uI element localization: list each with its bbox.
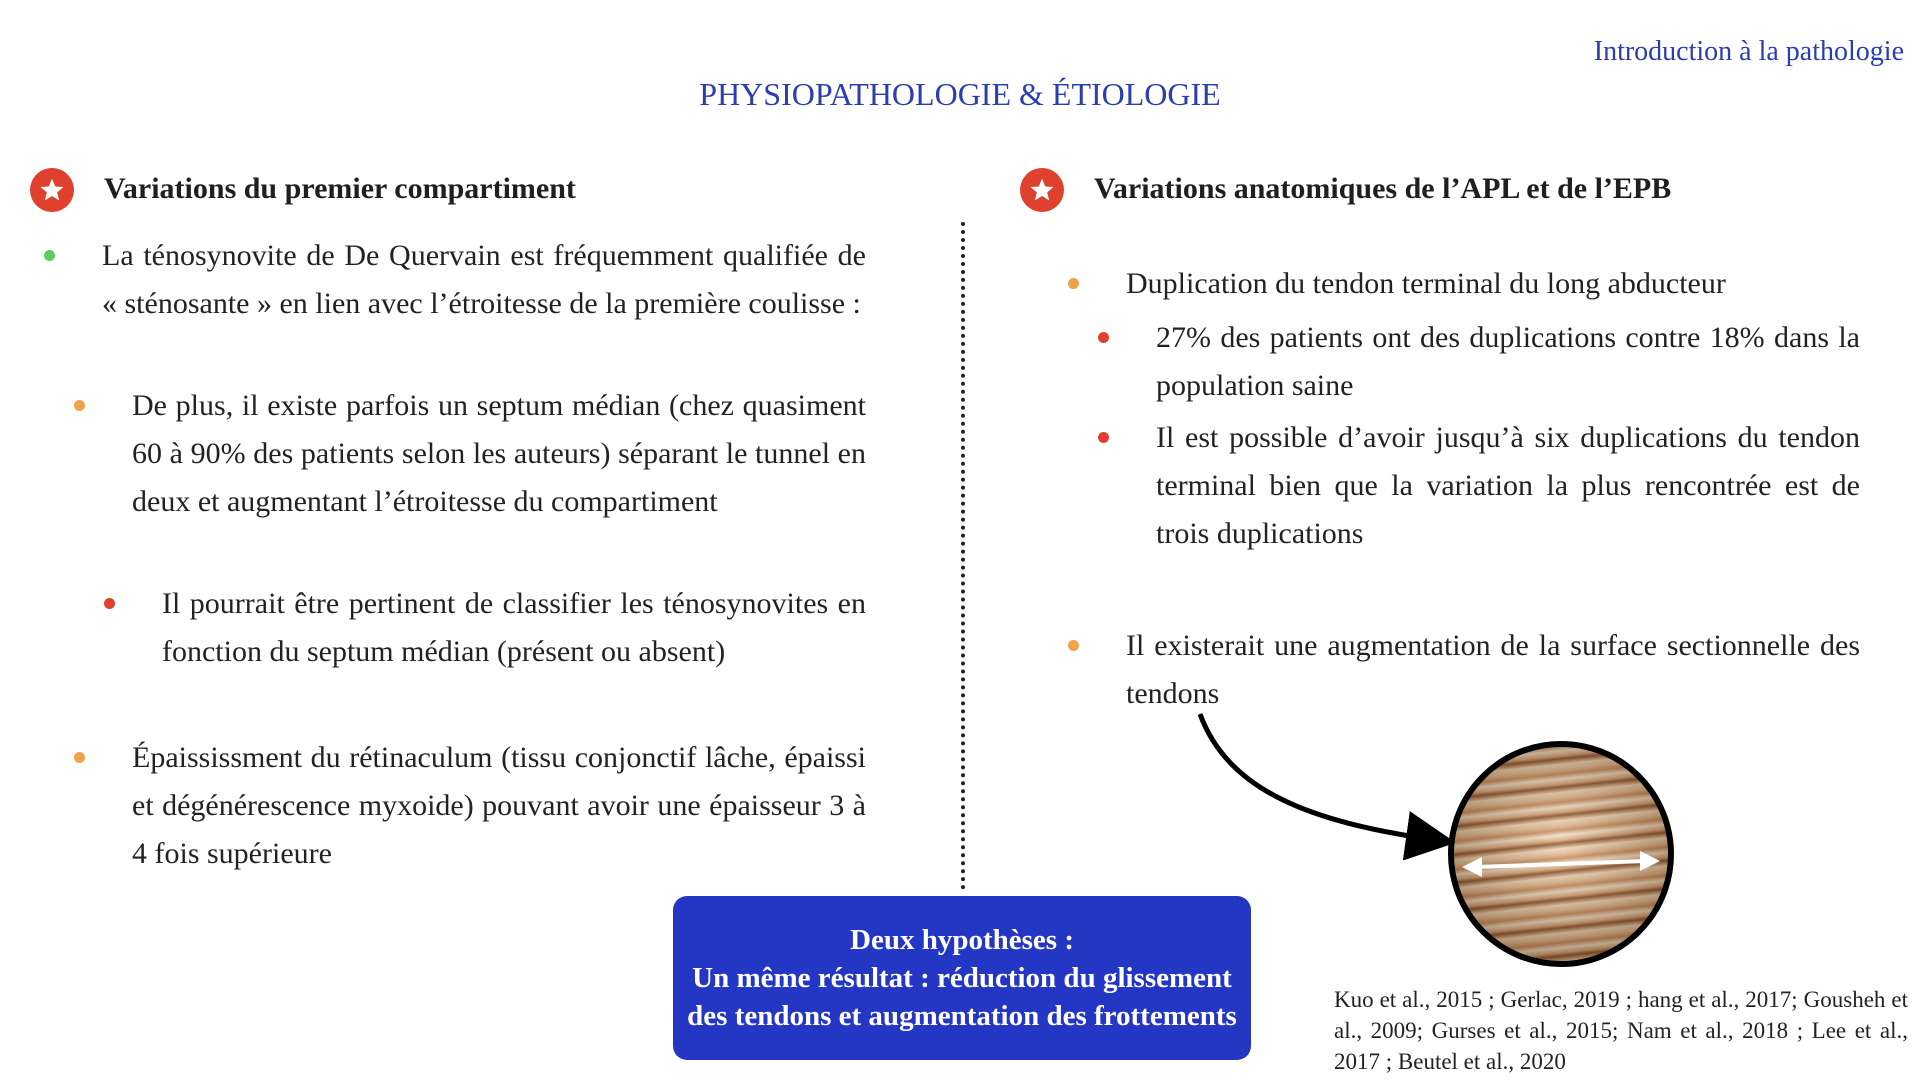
bullet-red	[104, 598, 115, 609]
left-item-4: Épaississment du rétinaculum (tissu conjonctif lâche, épaissi et dégénérescence myxoide) pouvant avoir une épaisseur 3 à 4 fois supérieure	[132, 741, 866, 870]
curved-arrow-icon	[1188, 700, 1458, 860]
hypothesis-title: Deux hypothèses :	[850, 924, 1074, 956]
bullet-orange	[74, 752, 85, 763]
bullet-orange	[1068, 278, 1079, 289]
right-item-1: Duplication du tendon terminal du long abducteur	[1126, 267, 1726, 300]
right-item-2: 27% des patients ont des duplications contre 18% dans la population saine	[1156, 321, 1860, 402]
hypothesis-box	[673, 896, 1251, 1060]
bullet-red	[1098, 432, 1109, 443]
left-item-3: Il pourrait être pertinent de classifier les ténosynovites en fonction du septum médian (présent ou absent)	[162, 587, 866, 668]
star-icon	[1020, 168, 1064, 212]
bullet-red	[1098, 332, 1109, 343]
right-item-3: Il est possible d’avoir jusqu’à six duplications du tendon terminal bien que la variation la plus rencontrée est de trois duplications	[1156, 421, 1860, 550]
right-column-heading: Variations anatomiques de l’APL et de l’EPB	[1094, 172, 1672, 205]
bullet-orange	[74, 400, 85, 411]
left-item-2: De plus, il existe parfois un septum médian (chez quasiment 60 à 90% des patients selon les auteurs) séparant le tunnel en deux et augmentant l’étroitesse du compartiment	[132, 389, 866, 518]
left-column-heading: Variations du premier compartiment	[104, 172, 576, 205]
hypothesis-text: Un même résultat : réduction du glissement des tendons et augmentation des frottements	[687, 962, 1237, 1032]
column-divider	[961, 222, 965, 890]
page-title: PHYSIOPATHOLOGIE & ÉTIOLOGIE	[699, 76, 1221, 112]
bullet-green	[44, 250, 55, 261]
tendon-cross-section-image	[1448, 741, 1674, 967]
left-item-1: La ténosynovite de De Quervain est fréquemment qualifiée de « sténosante » en lien avec l’étroitesse de la première coulisse :	[102, 239, 866, 320]
right-item-4: Il existerait une augmentation de la surface sectionnelle des tendons	[1126, 629, 1860, 710]
references: Kuo et al., 2015 ; Gerlac, 2019 ; hang et al., 2017; Gousheh et al., 2009; Gurses et al., 2015; Nam et al., 2018 ; Lee et al., 2017 ; Beutel et al., 2020	[1334, 987, 1908, 1074]
section-label: Introduction à la pathologie	[1593, 36, 1904, 67]
star-icon	[30, 168, 74, 212]
double-arrow-icon	[1454, 747, 1668, 961]
bullet-orange	[1068, 640, 1079, 651]
